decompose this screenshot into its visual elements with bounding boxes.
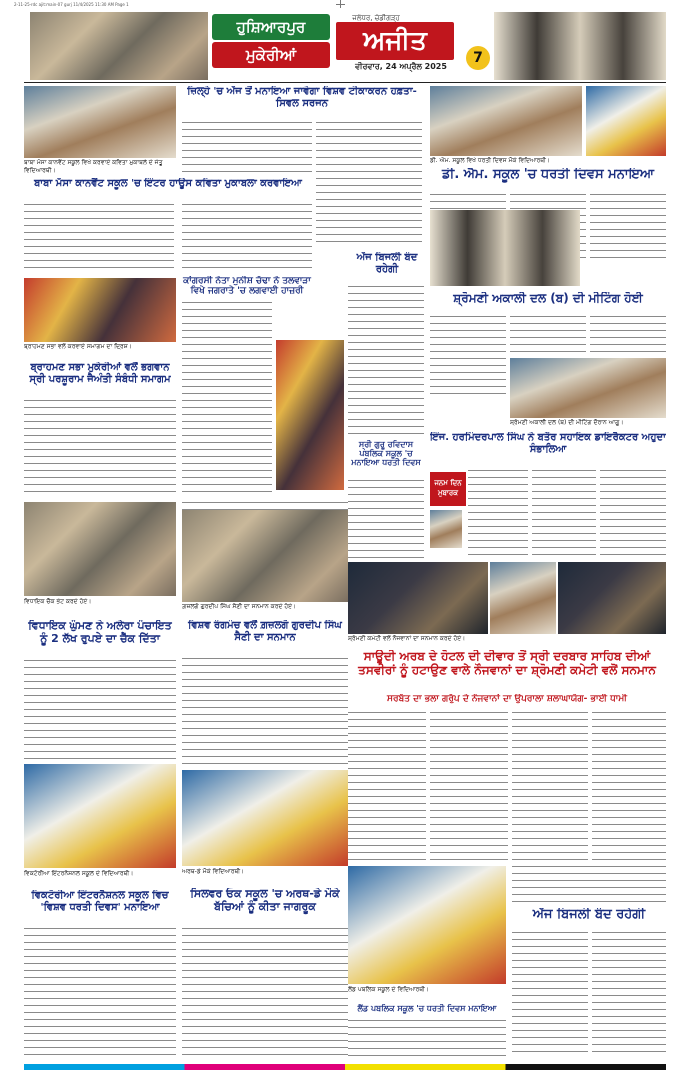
body-power-cut-1 — [348, 286, 424, 436]
caption-rangmanch: ਗ਼ਜ਼ਲਗੋ ਗੁਰਦੀਪ ਸਿੰਘ ਸੈਣੀ ਦਾ ਸਨਮਾਨ ਕਰਦੇ ਹੋਏ। — [182, 603, 297, 610]
masthead-right-photo — [494, 12, 666, 80]
caption-victoria: ਵਿਕਟੋਰੀਆ ਇੰਟਰਨੈਸ਼ਨਲ ਸਕੂਲ ਦੇ ਵਿਦਿਆਰਥੀ। — [24, 870, 134, 877]
body-inter-house-1 — [24, 204, 174, 272]
body-dm-3 — [590, 194, 666, 264]
headline-dm: ਡੀ. ਐਮ. ਸਕੂਲ 'ਚ ਧਰਤੀ ਦਿਵਸ ਮਨਾਇਆ — [441, 168, 655, 182]
headline-panchayat: ਵਿਧਾਇਕ ਘੁੰਮਣ ਨੇ ਅਲੇਰਾ ਪੰਚਾਇਤ ਨੂੰ 2 ਲੱਖ ਰੁਪਏ ਦਾ ਚੈੱਕ ਦਿੱਤਾ — [28, 620, 172, 645]
body-vaccination-2 — [316, 122, 422, 246]
body-silver-oak — [182, 928, 348, 1058]
masthead-city-title-1: ਹੁਸ਼ਿਆਰਪੁਰ — [212, 14, 330, 40]
headline-land: ਲੈਂਡ ਪਬਲਿਕ ਸਕੂਲ 'ਚ ਧਰਤੀ ਦਿਵਸ ਮਨਾਇਆ — [357, 1004, 497, 1013]
body-sgpc-1 — [348, 712, 426, 862]
body-harminder-1 — [468, 470, 528, 556]
headline-sgpc: ਸਾਊਦੀ ਅਰਬ ਦੇ ਹੋਟਲ ਦੀ ਦੀਵਾਰ ਤੋਂ ਸ੍ਰੀ ਦਰਬਾਰ ਸਾਹਿਬ ਦੀਆਂ ਤਸਵੀਰਾਂ ਨੂੰ ਹਟਾਉਣ ਵਾਲੇ ਨੌਜਵਾਨਾਂ ਦਾ ਸ਼੍ਰੋਮਣੀ ਕਮੇਟੀ ਵਲੋਂ ਸਨਮਾਨ — [358, 650, 656, 677]
rangmanch-photo — [182, 510, 348, 602]
body-sgpc-continued — [512, 866, 666, 904]
headline-rangmanch: ਵਿਸ਼ਵ ਰੰਗਮੰਚ ਵਲੋਂ ਗ਼ਜ਼ਲਗੋ ਗੁਰਦੀਪ ਸਿੰਘ ਸੈਣੀ ਦਾ ਸਨਮਾਨ — [188, 620, 342, 643]
masthead-date: ਵੀਰਵਾਰ, 24 ਅਪ੍ਰੈਲ 2025 — [355, 62, 447, 71]
headline-akali: ਸ਼੍ਰੋਮਣੀ ਅਕਾਲੀ ਦਲ (ਬ) ਦੀ ਮੀਟਿੰਗ ਹੋਈ — [453, 292, 643, 305]
body-akali-3 — [590, 316, 666, 356]
body-inter-house-2 — [182, 204, 312, 272]
victoria-photo — [24, 764, 176, 868]
body-ravidas — [348, 480, 424, 558]
caption-land: ਲੈਂਡ ਪਬਲਿਕ ਸਕੂਲ ਦੇ ਵਿਦਿਆਰਥੀ। — [348, 986, 429, 993]
body-sgpc-4 — [592, 712, 666, 862]
headline-ravidas: ਸ੍ਰੀ ਗੁਰੂ ਰਵਿਦਾਸ ਪਬਲਿਕ ਸਕੂਲ 'ਚ ਮਨਾਇਆ ਧਰਤੀ ਦਿਵਸ — [351, 440, 421, 468]
masthead-rule — [24, 82, 666, 83]
headline-munish-text: ਕਾਂਗਰਸੀ ਨੇਤਾ ਮੁਨੀਸ਼ ਚੱਢਾ ਨੇ ਤਲਵਾੜਾ ਵਿਖੇ ਜਗਰਾਤੇ 'ਚ ਲਗਵਾਈ ਹਾਜ਼ਰੀ — [183, 276, 311, 297]
headline-power-cut-1: ਅੱਜ ਬਿਜਲੀ ਬੰਦ ਰਹੇਗੀ — [356, 252, 418, 275]
body-sgpc-2 — [430, 712, 508, 862]
caption-panchayat: ਵਿਧਾਇਕ ਚੈੱਕ ਭੇਟ ਕਰਦੇ ਹੋਏ। — [24, 598, 92, 605]
print-slug: 2-11-25-rdc ajit:main-07 gurj 11/4/2025 11:30 AM Page 1 — [14, 2, 129, 7]
birthday-photo — [430, 510, 462, 548]
sgpc-photo-2 — [490, 562, 556, 634]
body-power-cut-2-2 — [592, 932, 666, 1058]
masthead-edition: ਜਲੰਧਰ, ਚੰਡੀਗੜ੍ਹ — [352, 14, 400, 22]
dm-school-photo-2 — [586, 86, 666, 156]
caption-sgpc: ਸ਼੍ਰੋਮਣੀ ਕਮੇਟੀ ਵਲੋਂ ਨੌਜਵਾਨਾਂ ਦਾ ਸਨਮਾਨ ਕਰਦੇ ਹੋਏ। — [348, 635, 466, 642]
body-vaccination-1 — [182, 122, 312, 174]
headline-vaccination: ਜ਼ਿਲ੍ਹੇ 'ਚ ਅੱਜ ਤੋਂ ਮਨਾਇਆ ਜਾਵੇਗਾ ਵਿਸ਼ਵ ਟੀਕਾਕਰਨ ਹਫ਼ਤਾ- ਸਿਵਲ ਸਰਜਨ — [187, 86, 417, 109]
land-school-photo — [348, 866, 506, 984]
caption-silver-oak: ਅਰਥ-ਡੇ ਮੌਕੇ ਵਿਦਿਆਰਥੀ। — [182, 868, 245, 875]
body-munish — [182, 302, 272, 498]
body-sgpc-3 — [512, 712, 588, 862]
headline-silver-oak: ਸਿਲਵਰ ਓਕ ਸਕੂਲ 'ਚ ਅਰਥ-ਡੇ ਮੌਕੇ ਬੱਚਿਆਂ ਨੂੰ ਕੀਤਾ ਜਾਗਰੂਕ — [190, 888, 340, 913]
body-akali-1 — [430, 316, 506, 398]
headline-power-cut-2: ਅੱਜ ਬਿਜਲੀ ਬੰਦ ਰਹੇਗੀ — [532, 908, 646, 922]
caption-akali: ਸ਼੍ਰੋਮਣੀ ਅਕਾਲੀ ਦਲ (ਬ) ਦੀ ਮੀਟਿੰਗ ਦੌਰਾਨ ਆਗੂ। — [510, 419, 624, 426]
body-rangmanch — [182, 658, 348, 768]
body-power-cut-2-1 — [512, 932, 588, 1058]
page-number-badge: 7 — [466, 46, 490, 70]
school-photo-1 — [24, 86, 176, 158]
dm-school-photo-3 — [430, 210, 580, 286]
color-registration-bar — [24, 1064, 666, 1070]
brahmin-photo — [24, 278, 176, 342]
headline-victoria: ਵਿਕਟੋਰੀਆ ਇੰਟਰਨੈਸ਼ਨਲ ਸਕੂਲ ਵਿਚ 'ਵਿਸ਼ਵ ਧਰਤੀ ਦਿਵਸ' ਮਨਾਇਆ — [31, 890, 169, 913]
subheadline-sgpc: ਸਰਬੱਤ ਦਾ ਭਲਾ ਗਰੁੱਪ ਦੇ ਨੌਜਵਾਨਾਂ ਦਾ ਉਪਰਾਲਾ ਸ਼ਲਾਘਾਯੋਗ- ਭਾਈ ਧਾਮੀ — [387, 694, 627, 704]
body-harminder-3 — [600, 470, 666, 556]
body-harminder-2 — [532, 470, 596, 556]
headline-harminder: ਇੰਜ. ਹਰਮਿੰਦਰਪਾਲ ਸਿੰਘ ਨੇ ਬਤੌਰ ਸਹਾਇਕ ਡਾਇਰੈਕਟਰ ਅਹੁਦਾ ਸੰਭਾਲਿਆ — [430, 432, 666, 455]
masthead-paper-name: ਅਜੀਤ — [336, 22, 454, 60]
panchayat-photo — [24, 502, 176, 596]
caption-brahmin: ਬ੍ਰਾਹਮਣ ਸਭਾ ਵਲੋਂ ਕਰਵਾਏ ਸਮਾਗਮ ਦਾ ਦ੍ਰਿਸ਼। — [24, 343, 132, 350]
body-akali-2 — [510, 316, 586, 356]
crop-mark-top-h — [336, 4, 345, 5]
masthead-city-title-2: ਮੁਕੇਰੀਆਂ — [212, 42, 330, 68]
headline-munish — [182, 276, 312, 298]
jagrata-photo — [276, 340, 344, 490]
birthday-badge: ਜਨਮ ਦਿਨ ਮੁਬਾਰਕ — [430, 472, 466, 506]
headline-brahmin: ਬ੍ਰਾਹਮਣ ਸਭਾ ਮੁਕੇਰੀਆਂ ਵਲੋਂ ਭਗਵਾਨ ਸ੍ਰੀ ਪਰਸ਼ੂਰਾਮ ਜੈਅੰਤੀ ਸੰਬੰਧੀ ਸਮਾਗਮ — [29, 362, 171, 385]
sgpc-photo-3 — [558, 562, 666, 634]
headline-inter-house: ਬਾਬਾ ਮੱਸਾ ਕਾਨਵੈਂਟ ਸਕੂਲ 'ਚ ਇੰਟਰ ਹਾਊਸ ਕਵਿਤਾ ਮੁਕਾਬਲਾ ਕਰਵਾਇਆ — [34, 178, 302, 189]
akali-photo — [510, 358, 666, 418]
caption-school-photo-1: ਬਾਬਾ ਮੱਸਾ ਕਾਨਵੈਂਟ ਸਕੂਲ ਵਿਖੇ ਕਰਵਾਏ ਕਵਿਤਾ ਮੁਕਾਬਲੇ ਦੇ ਜੇਤੂ ਵਿਦਿਆਰਥੀ। — [24, 159, 163, 174]
body-panchayat — [24, 660, 176, 760]
body-land — [348, 1020, 506, 1060]
sgpc-photo-1 — [348, 562, 488, 634]
body-victoria — [24, 928, 176, 1058]
dm-school-photo-1 — [430, 86, 582, 156]
body-brahmin — [24, 400, 176, 498]
silver-oak-photo — [182, 770, 348, 866]
masthead-left-photo — [30, 12, 208, 80]
caption-dm: ਡੀ. ਐਮ. ਸਕੂਲ ਵਿਖੇ ਧਰਤੀ ਦਿਵਸ ਮੌਕੇ ਵਿਦਿਆਰਥੀ। — [430, 157, 550, 164]
